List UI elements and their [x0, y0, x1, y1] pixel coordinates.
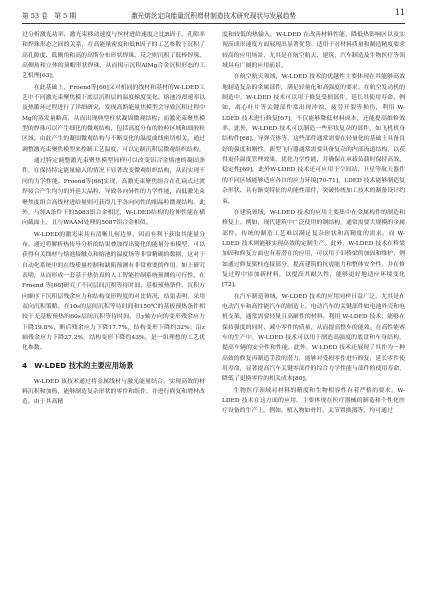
paragraph: 在汽车制造领域，W-LDED 技术的应用同样日益广泛，尤其是在电动汽车和高性能汽车的制造上。电动汽车的关键部件如电池外壳和电机支架，通常需要轻量且高耐性的材料。利用 W-LDED 技术，能够在保持强度的同时，减小零件的质量，从而提高整车的能效。在高性能赛车的生产中，W-LDED 技术可以用于制造高强度的底盘和车身结构，提高车辆的安全性和性能。此外，W-LDED 技术还展现了其作为一种高效的修复再制造手段的潜力，能够对受损零件进行修复，延长零件使用寿命，显著提高汽车关键零部件的综合力学性能与部件的使用寿命，降低了更换零件的相关成本[80]。: [222, 293, 405, 383]
paragraph: W-LDED 该技术通过将金属线材与激光能量结合，实现高效的材料沉积和加热，能够制造复杂形状的零件和组件，并进行修复和增材改造。由于其高精: [22, 378, 205, 406]
left-column: [22, 30, 205, 409]
paragraph: 在航空航天领域，W-LDED 技术的优越性主要体现在其能够高效地制造复杂的金属部件，满足轻量化和高强度的要求。在航空发动机的制造中，W-LDED 技术可以用于修复受损部件，延长其使用寿命。例如，离心叶片等关键部件常出现冲蚀、疲劳开裂等损伤，利用 W-LDED 技术进行修复[67]，不仅能够降低材料成本，还能提高维修效率。此外，W-LDED 技术可以制造一些形状复杂的部件，如飞机机身结构件[68]，导弹壳体等，这些部件通常需要在轻量化的基础上具备良好的强度和刚性。新型飞行器通常需要具备复杂的内部流道结构，以获得更佳温度管理效果，优化力学性能，并确保在承载负载时保持高效、稳定性[69]。此外W-LDED 技术还可应用于空间站、卫星等航天器件的不同区域能够适应各自的应力环境[70-71]，LDED 技术能够制造复杂形状、具有渐变特征的功能性部件，突破传统加工技术的制备设计约束。: [222, 74, 405, 205]
paragraph: 过分析激光功率、激光束移动速度与丝材进给速度之比R因子、孔隙率和焊珠形态之间的关系，在高能量密度和低R因子的工艺参数下沉积了高孔隙度、低侧角和高的高斯分布形状焊珠，反之则沉积了低棒焊珠、高侧角和立体的顶帽形状焊珠，从而揭示沉积AlMg合金沉积形态的工艺机理[63]。: [22, 32, 205, 80]
paragraph: W-LDED的激光束具有清晰几何边界，因而有利于获取其能量分布。通过将解析热传导分析的结果叠加得出简化的能量分布模型，可以获得有关线材与熔池接触点和熔池的温度场等非常精确的数据，这对于自动化系统中的在线质量控制和缺陷预测有非常重要的作用。如上研究表明，从而形成一套基于热仿真的人工智能控制系统预测的可行性。在 Froend 等[66]研究了不同层间沉积等待时间、基板预热条件、沉积方向顺序下沉积层残余应力和结构变形程度的对比情况，结果表明，采用双向沉积策略、在10s的层间沉积等待时间和150℃的基板预热条件相较于无基板预热的60s层间沉积等待时间，且y轴方向的变形残余应力下降19.8%，断后残余应力下降17.7%，结构变形下降约32%；沿z轴残余应力下降27.2%，结构变形下降约43%，是一组理想的工艺优化参数。: [22, 231, 205, 352]
page-number: 11: [394, 8, 405, 17]
paragraph: 度和较低的热输入，W-LDED 在改善材料性能、降低热影响区以及实现高成形速度方面展现出显著优势。适用于对材料质量和制造精度要求较高的应用场景，尤其是在航空航天、建筑、汽车制造及生物医疗等领域具有广阔的应用前景。: [222, 32, 405, 70]
paragraph: 在建筑领域，W-LDED 技术的应用主要集中在金属构件的制造和修复上。例如，现代建筑中广泛使用的钢结构，通常需要大规模的金属部件。传统的制造工艺难以满足复杂形状和高精度的需求，而 W-LDED 技术则能够实现高效的定制生产。此外，W-LDED 技术在桥梁加固和修复方面也有着潜在的应用，可以用于旧桥梁的加固和维护，例如通过修复梁柱连接部分，提高建筑的抗震能力和整体安全性，并在修复过程中添加新材料，以提高其耐久性、能够更好地适应环境变化[72]。: [222, 209, 405, 289]
paragraph: 在此基础上，Froend等[66]又对相同的线材和基材的W-LDED工艺中不同激光束聚焦模下底层沉积层的温度梯度变化、熔池冷却速率以及热循环过程进行了详细研究，发现高斯能量焦模型会导致沉积过程中Mg的蒸发量略高，从而出现典型柱状凝固微观结构；而激光束聚焦模型的焊珠可以产生细化的微观结构，包括高度分布的胶粒区域和细胶粒区域。由此产生的凝固微观结构与不断变化的温度曲线密切相关，通过调整激光束聚焦模型来控制工艺温度，可以定制沉积层微观组织结构。: [22, 84, 205, 153]
header-rule: [22, 23, 405, 24]
section-heading: 4 W-LDED 技术的主要应用场景: [22, 360, 134, 370]
running-header: [22, 8, 405, 22]
paragraph: 通过特定调整激光束聚焦模型同样可以改变铝合金熔池的凝固条件，在保持特定能量输入的情况下显著改变微观组织结构，从而实现不同的力学性能。Froend等[66]实现，高激光束聚焦组合在孔扁式过渡焊接合产生均匀的外延大晶粒，导致各向异性的力学性能，而低激光束聚焦度组合高线材进给量则可获得几乎各向同性的细晶粒微观结构。此外，与纯A条件下的5083铝合金相比，W-LDED结构的拉伸性能在横向截面上，且与WAAM处理的5087铝合金相似。: [22, 158, 205, 227]
running-title: 激光熔丝定向能量沉积增材制造技术研究现状与发展趋势: [131, 12, 296, 20]
paragraph: 生物医疗领域对材料的精度和生物相容性有着严格的要求。W-LDED 技术在这方面的应用，主要体现在医疗器械的制造和个性化医疗设备的生产上。例如，植入物如骨钉、关节置换器等，均可通过: [222, 387, 405, 415]
volume-issue: 第 53 卷 第 5 期: [22, 12, 76, 20]
right-column: [222, 30, 405, 418]
